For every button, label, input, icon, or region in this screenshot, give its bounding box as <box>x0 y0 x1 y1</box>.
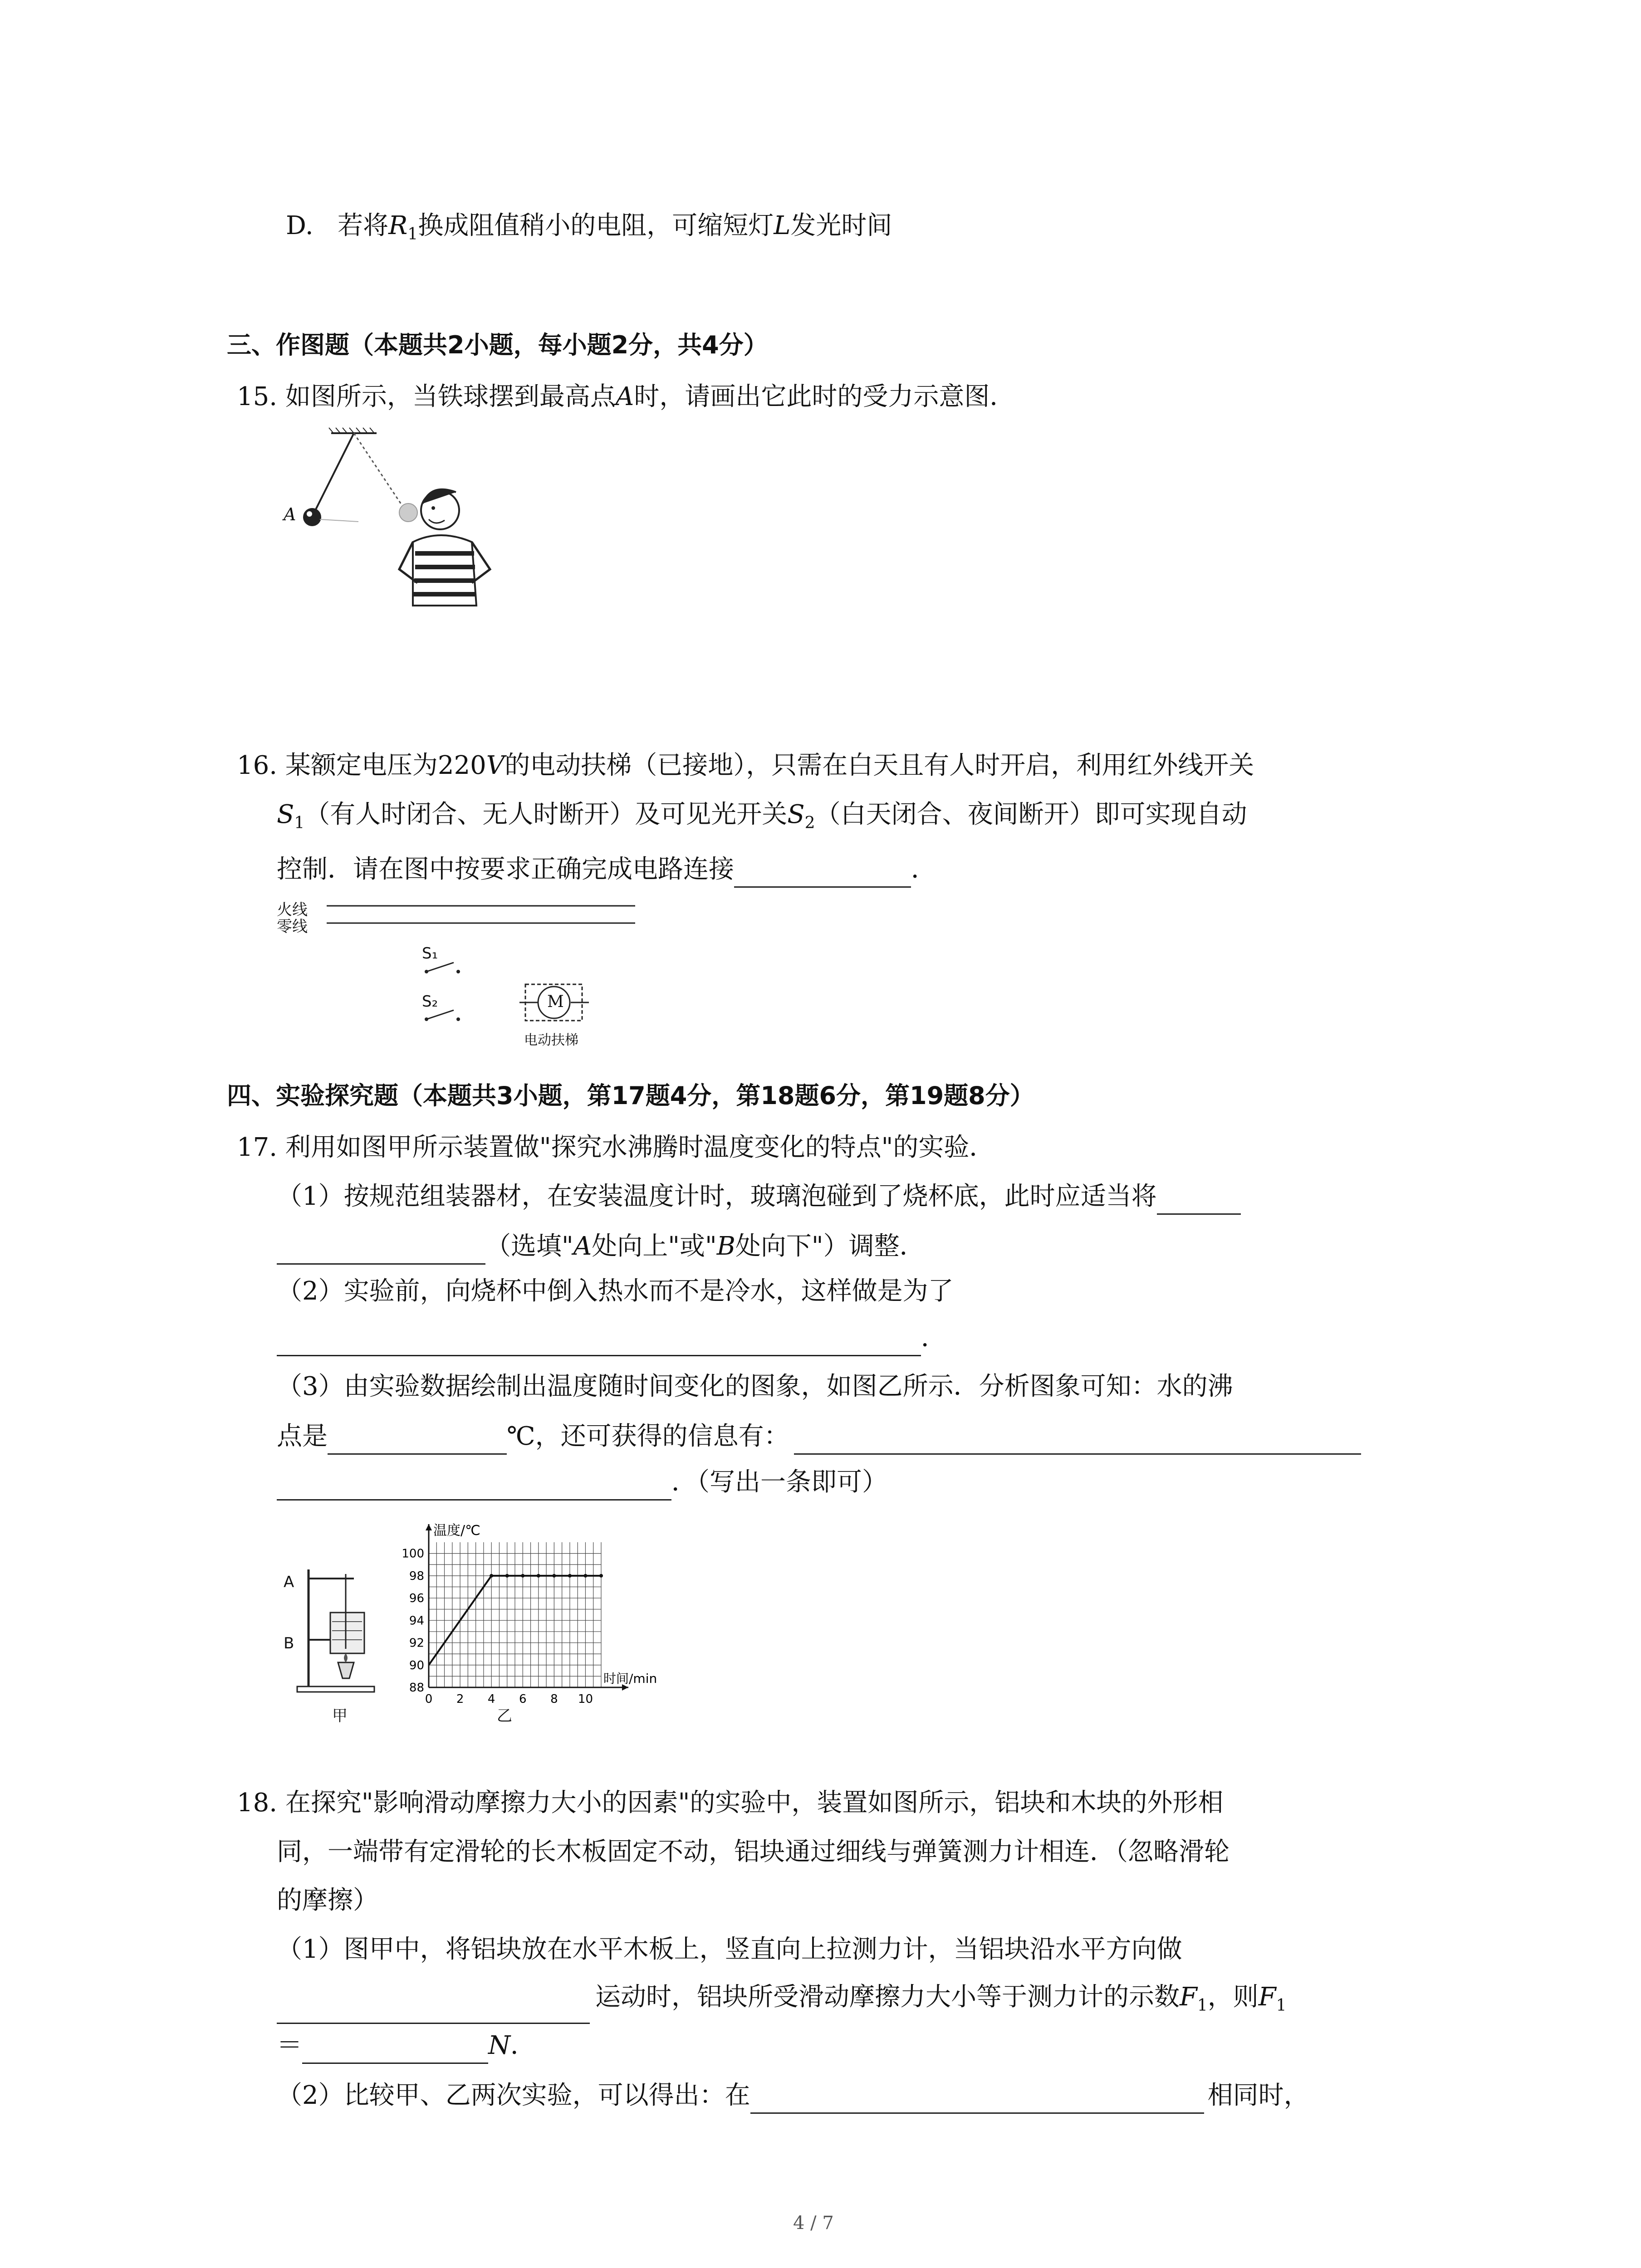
fig-label-a: A <box>284 504 296 524</box>
question-18-part1c: ＝ N． <box>277 2028 536 2064</box>
temperature-chart <box>386 1515 658 1728</box>
data-point <box>583 1574 587 1578</box>
y-tick-label: 90 <box>409 1658 424 1672</box>
section-title-4: 四、实验探究题（本题共3小题，第17题4分，第18题6分，第19题8分） <box>227 1081 1034 1110</box>
y-tick-label: 92 <box>409 1636 424 1650</box>
y-tick-label: 100 <box>402 1547 424 1561</box>
answer-blank[interactable] <box>750 2085 1204 2114</box>
question-17-intro: 17. 利用如图甲所示装置做"探究水沸腾时温度变化的特点"的实验． <box>237 1133 995 1162</box>
data-point <box>537 1574 540 1578</box>
data-point <box>490 1574 493 1578</box>
option-d: D. 若将$R_1$换成阻值稍小的电阻，可缩短灯L发光时间 <box>286 211 892 244</box>
fig-label-A: A <box>284 1573 294 1591</box>
answer-blank[interactable] <box>734 859 911 888</box>
question-18-part1a: （1）图甲中，将铝块放在水平木板上，竖直向上拉测力计，当铝块沿水平方向做 <box>277 1935 1182 1964</box>
question-15: 15. 如图所示，当铁球摆到最高点A时，请画出它此时的受力示意图． <box>237 382 1015 411</box>
y-tick-label: 88 <box>409 1681 424 1695</box>
answer-blank[interactable] <box>277 1236 485 1265</box>
y-axis-label: 温度/℃ <box>433 1523 480 1539</box>
data-point <box>552 1574 556 1578</box>
apparatus-figure <box>295 1560 377 1701</box>
question-18-line2: 同，一端带有定滑轮的长木板固定不动，铝块通过细线与弹簧测力计相连．（忽略滑轮 <box>277 1837 1230 1867</box>
motor-label: 电动扶梯 <box>524 1032 578 1048</box>
motor-symbol: M <box>547 992 564 1011</box>
chart-axes <box>426 1524 628 1691</box>
data-point <box>568 1574 572 1578</box>
data-point <box>599 1574 603 1578</box>
y-tick-label: 98 <box>409 1569 424 1583</box>
answer-blank[interactable] <box>277 1995 590 2024</box>
x-tick-label: 4 <box>487 1692 495 1706</box>
y-tick-labels <box>402 1547 424 1695</box>
answer-blank[interactable] <box>302 2035 488 2064</box>
question-17-part3a: （3）由实验数据绘制出温度随时间变化的图象，如图乙所示．分析图象可知：水的沸 <box>277 1372 1233 1401</box>
question-18-line1: 18. 在探究"影响滑动摩擦力大小的因素"的实验中，装置如图所示，铝块和木块的外形相 <box>237 1788 1224 1818</box>
section-title-3: 三、作图题（本题共2小题，每小题2分，共4分） <box>227 331 768 359</box>
switch-s1-label: S₁ <box>422 944 438 963</box>
question-16-line1: 16. 某额定电压为220V的电动扶梯（已接地），只需在白天且有人时开启，利用红外线开关 <box>237 751 1254 780</box>
answer-blank[interactable] <box>277 1472 671 1501</box>
y-tick-label: 96 <box>409 1592 424 1606</box>
question-16-line2: $S_1$（有人时闭合、无人时断开）及可见光开关$S_2$（白天闭合、夜间断开）即可实现自动 <box>277 800 1247 833</box>
answer-blank[interactable] <box>277 1328 921 1356</box>
x-tick-label: 2 <box>456 1692 464 1706</box>
switch-s2-label: S₂ <box>422 992 438 1011</box>
question-17-part2-blank: ． <box>277 1320 946 1356</box>
question-18-part1b: 运动时，铝块所受滑动摩擦力大小等于测力计的示数$F_1$，则$F_1$ <box>277 1979 1287 2024</box>
live-wire-label: 火线 <box>277 901 308 919</box>
answer-blank[interactable] <box>794 1426 1361 1455</box>
question-18-line3: 的摩擦） <box>277 1886 378 1915</box>
question-17-part2: （2）实验前，向烧杯中倒入热水而不是冷水，这样做是为了 <box>277 1276 954 1306</box>
fig-caption-jia: 甲 <box>332 1707 348 1725</box>
fig-label-B: B <box>284 1634 294 1652</box>
question-17-part1a: （1）按规范组装器材，在安装温度计时，玻璃泡碰到了烧杯底，此时应适当将 <box>277 1178 1241 1215</box>
y-tick-label: 94 <box>409 1614 424 1628</box>
x-tick-label: 8 <box>550 1692 558 1706</box>
question-17-part1b: （选填"A处向上"或"B处向下"）调整． <box>277 1228 925 1265</box>
y-axis-arrow <box>426 1524 432 1530</box>
x-axis-label: 时间/min <box>603 1671 657 1686</box>
fig-caption-yi: 乙 <box>497 1707 512 1725</box>
question-18-part2: （2）比较甲、乙两次实验，可以得出：在 相同时， <box>277 2077 1309 2114</box>
question-16-line3: 控制．请在图中按要求正确完成电路连接 ． <box>277 851 936 888</box>
chart-grid <box>429 1542 601 1687</box>
question-17-part3c: ．（写出一条即可） <box>277 1464 887 1501</box>
page-number: 4 / 7 <box>793 2213 834 2234</box>
circuit-figure <box>277 898 640 1052</box>
neutral-wire-label: 零线 <box>277 918 308 936</box>
pendulum-figure <box>277 424 531 615</box>
x-tick-label: 10 <box>578 1692 593 1706</box>
data-point <box>505 1574 509 1578</box>
x-tick-label: 0 <box>425 1692 433 1706</box>
x-tick-label: 6 <box>519 1692 527 1706</box>
answer-blank[interactable] <box>1157 1186 1241 1215</box>
answer-blank[interactable] <box>328 1426 507 1455</box>
option-label: D. <box>286 211 314 240</box>
question-17-part3b: 点是 ℃，还可获得的信息有： <box>277 1418 1361 1455</box>
data-point <box>521 1574 524 1578</box>
